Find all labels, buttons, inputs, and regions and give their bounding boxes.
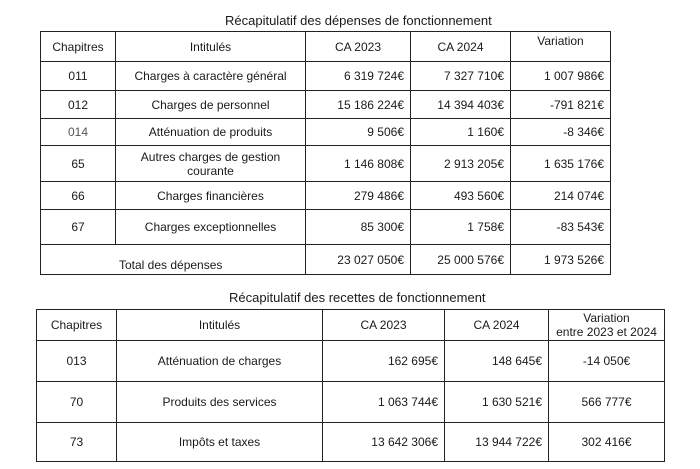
row-chapitre: 73 — [37, 423, 117, 462]
row-intitule: Charges de personnel — [116, 91, 306, 119]
row-ca2024: 13 944 722€ — [445, 423, 549, 462]
header-intitules: Intitulés — [116, 32, 306, 62]
total-row — [41, 245, 611, 275]
row-ca2024: 14 394 403€ — [411, 91, 511, 119]
row-chapitre: 013 — [37, 341, 117, 382]
header-chapitres: Chapitres — [37, 310, 117, 341]
row-chapitre: 67 — [41, 210, 116, 245]
row-variation: 566 777€ — [549, 382, 665, 423]
depenses-title: Récapitulatif des dépenses de fonctionnement — [225, 13, 492, 28]
row-intitule: Charges à caractère général — [116, 62, 306, 91]
table-row — [41, 91, 611, 119]
row-intitule: Atténuation de produits — [116, 119, 306, 146]
row-ca2023: 1 146 808€ — [306, 146, 411, 182]
row-intitule: Charges exceptionnelles — [116, 210, 306, 245]
row-ca2023: 85 300€ — [306, 210, 411, 245]
row-chapitre: 014 — [41, 119, 116, 146]
row-chapitre: 65 — [41, 146, 116, 182]
table-header-row — [41, 32, 611, 62]
total-ca2024: 25 000 576€ — [411, 245, 511, 275]
row-ca2024: 1 758€ — [411, 210, 511, 245]
header-ca2024: CA 2024 — [445, 310, 549, 341]
row-ca2023: 162 695€ — [323, 341, 445, 382]
header-ca2023: CA 2023 — [306, 32, 411, 62]
recettes-title: Récapitulatif des recettes de fonctionnement — [229, 290, 486, 305]
row-ca2023: 279 486€ — [306, 182, 411, 210]
header-variation: Variation — [511, 32, 611, 62]
row-variation: 214 074€ — [511, 182, 611, 210]
header-ca2023: CA 2023 — [323, 310, 445, 341]
row-intitule: Atténuation de charges — [117, 341, 323, 382]
table-header-row — [37, 310, 665, 341]
header-chapitres: Chapitres — [41, 32, 116, 62]
row-variation: 1 007 986€ — [511, 62, 611, 91]
row-ca2024: 1 630 521€ — [445, 382, 549, 423]
row-chapitre: 66 — [41, 182, 116, 210]
table-row — [41, 119, 611, 146]
table-row — [41, 210, 611, 245]
row-ca2024: 7 327 710€ — [411, 62, 511, 91]
table-row — [41, 62, 611, 91]
row-variation: -83 543€ — [511, 210, 611, 245]
row-chapitre: 70 — [37, 382, 117, 423]
total-label: Total des dépenses — [41, 245, 306, 275]
header-intitules: Intitulés — [117, 310, 323, 341]
row-chapitre: 011 — [41, 62, 116, 91]
header-ca2024: CA 2024 — [411, 32, 511, 62]
table-row — [37, 341, 665, 382]
row-ca2023: 15 186 224€ — [306, 91, 411, 119]
header-variation-line2: entre 2023 et 2024 — [556, 325, 657, 339]
recettes-table — [36, 309, 665, 462]
table-row — [37, 423, 665, 462]
row-ca2023: 13 642 306€ — [323, 423, 445, 462]
row-variation: 1 635 176€ — [511, 146, 611, 182]
row-ca2024: 493 560€ — [411, 182, 511, 210]
row-ca2023: 9 506€ — [306, 119, 411, 146]
row-ca2024: 2 913 205€ — [411, 146, 511, 182]
total-variation: 1 973 526€ — [511, 245, 611, 275]
row-ca2024: 148 645€ — [445, 341, 549, 382]
row-variation: -14 050€ — [549, 341, 665, 382]
row-chapitre: 012 — [41, 91, 116, 119]
total-ca2023: 23 027 050€ — [306, 245, 411, 275]
table-row — [37, 382, 665, 423]
row-intitule: Produits des services — [117, 382, 323, 423]
table-row — [41, 146, 611, 182]
header-variation-line1: Variation — [583, 311, 630, 325]
depenses-table — [40, 31, 611, 275]
row-variation: -8 346€ — [511, 119, 611, 146]
row-ca2023: 1 063 744€ — [323, 382, 445, 423]
header-variation — [549, 310, 665, 341]
table-row — [41, 182, 611, 210]
row-variation: -791 821€ — [511, 91, 611, 119]
row-ca2024: 1 160€ — [411, 119, 511, 146]
row-intitule: Charges financières — [116, 182, 306, 210]
row-intitule: Autres charges de gestion courante — [116, 146, 306, 182]
row-ca2023: 6 319 724€ — [306, 62, 411, 91]
row-variation: 302 416€ — [549, 423, 665, 462]
row-intitule: Impôts et taxes — [117, 423, 323, 462]
